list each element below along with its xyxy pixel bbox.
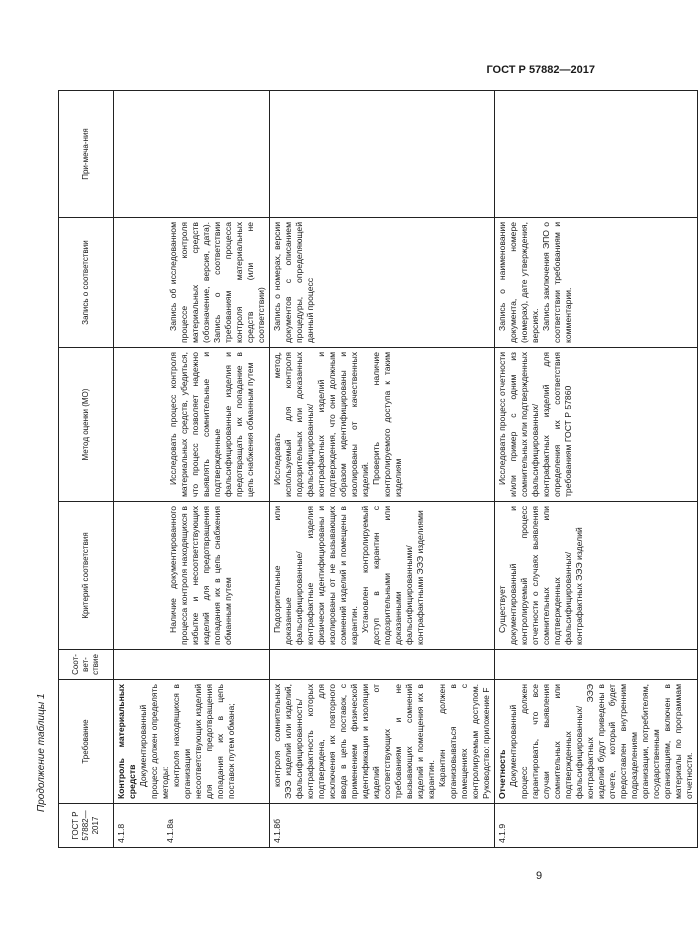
criteria-text: Существует документированный и контролируемый процесс отчетности о случаях выявления сомнительных или подтвержденных фальсифицированных/контрафактных ЭЭЭ изделий <box>497 506 584 645</box>
requirement-text: контроля сомнительных ЭЭЭ изделий или изделий, фальсифицированность/контрафактность которых подтверждена, для исключения их повторного ввода в цепь поставок, с применением физической идентификации и изоляции изделий от соответствующих требованиям и не вызывающих сомнений изделий и помещения их в карантин. <box>272 684 436 799</box>
record-cell <box>270 218 495 348</box>
record-cell <box>495 218 698 348</box>
table-row <box>270 91 495 848</box>
criteria-cell <box>270 502 495 650</box>
requirement-cell <box>495 680 698 804</box>
method-cell <box>114 348 270 502</box>
col-header-method: Метод оценки (МО) <box>59 348 114 502</box>
page-number: 9 <box>536 870 543 882</box>
clause-number: 4.1.8а <box>165 819 175 843</box>
record-cell <box>114 218 270 348</box>
rotated-table-stage <box>58 90 694 848</box>
clause-number: 4.1.8б <box>270 804 495 848</box>
criteria-text: Наличие документированного процесса контроля находящихся в избытке и несоответствующих изделий для предотвращения попадания их в цепь снабжения обманным путем <box>168 506 233 645</box>
table-row <box>495 91 698 848</box>
table-header-row <box>59 91 114 848</box>
col-header-requirement: Требование <box>59 680 114 804</box>
method-text: Исследовать процесс контроля материальных средств, убедиться, что процесс позволяет надежно выявлять сомнительные и подтвержденные фальсифицированные изделия и предотвращать их попадание в цепь снабжения обманным путем <box>168 352 255 497</box>
notes-cell <box>114 91 270 218</box>
criteria-text: Подозрительные или доказанные фальсифицированные/контрафактные изделия физически идентифицированы и изолированы от не вызывающих сомнений изделий и помещены в карантин. <box>272 506 359 645</box>
table-row <box>114 91 270 848</box>
section-title: Контроль материальных средств <box>116 684 137 799</box>
col-header-compliance: Соот-вет-ствие <box>59 650 114 680</box>
clause-number: 4.1.9 <box>495 804 698 848</box>
notes-cell <box>270 91 495 218</box>
compliance-cell <box>114 650 270 680</box>
criteria-cell <box>114 502 270 650</box>
clause-cell <box>114 804 270 848</box>
col-header-criteria: Критерий соответствия <box>59 502 114 650</box>
requirement-cell <box>270 680 495 804</box>
notes-cell <box>495 91 698 218</box>
record-text: Запись заключения ЭПО о соответствии требованиям и комментарии. <box>541 222 573 343</box>
col-header-standard: ГОСТ Р 57882—2017 <box>59 804 114 848</box>
record-text: Запись о наименовании документа, номере (номерах), дате утверждения, версиях. <box>497 222 540 343</box>
requirements-table <box>58 90 698 848</box>
record-text: Запись о номерах, версии документов с описанием процедуры, определяющей данный процесс <box>272 222 315 343</box>
method-cell <box>495 348 698 502</box>
compliance-cell <box>270 650 495 680</box>
requirement-text: Карантин должен организовываться в помещениях с контролируемым доступом. Руководство: приложение F <box>437 684 491 799</box>
requirement-cell <box>114 680 270 804</box>
record-text: Запись об исследованном процессе контроля материальных средств (обозначение, версия, дата). Запись о соответствии требованиям процесса контроля материальных средств (или не соответствии) <box>168 222 266 343</box>
requirement-text: Документированный процесс должен гарантировать, что все случаи выявления сомнительных или подтвержденных фальсифицированных/контрафактных ЭЭЭ изделий будут приведены в отчете, который будет предоставлен внутренним подразделениям организации, потребителям, государственным организациям, включен в материалы по программам отчетности. <box>508 684 694 799</box>
method-cell <box>270 348 495 502</box>
clause-number: 4.1.8 <box>116 823 126 843</box>
document-code: ГОСТ Р 57882—2017 <box>486 64 595 76</box>
criteria-cell <box>495 502 698 650</box>
col-header-record: Запись о соответствии <box>59 218 114 348</box>
method-text: Исследовать процесс отчетности и/или пример с одним из сомнительных или подтвержденных фальсифицированных/контрафактных изделий для определения их соответствия требованиям ГОСТ Р 57860 <box>497 352 573 497</box>
section-title: Отчетность <box>497 749 507 799</box>
table-caption: Продолжение таблицы 1 <box>36 693 47 812</box>
requirement-text: Документированный процесс должен определять методы: <box>138 684 170 799</box>
requirement-text: контроля находящихся в организации несоответствующих изделий для предотвращения попадания их в цепь поставок путем обмана; <box>171 684 236 799</box>
col-header-notes: При-меча-ния <box>59 91 114 218</box>
method-text: Проверить наличие контролируемого доступа к таким изделиям <box>371 352 403 497</box>
method-text: Исследовать метод, используемый для контроля подозрительных или доказанных фальсифицированных/контрафактных изделий и подтверждения, что они должным образом идентифицированы и изолированы от качественных изделий. <box>272 352 370 497</box>
criteria-text: Установлен контролируемый доступ в карантин с подозрительными или доказанными фальсифицированными/контрафактными ЭЭЭ изделиями <box>360 506 425 645</box>
compliance-cell <box>495 650 698 680</box>
